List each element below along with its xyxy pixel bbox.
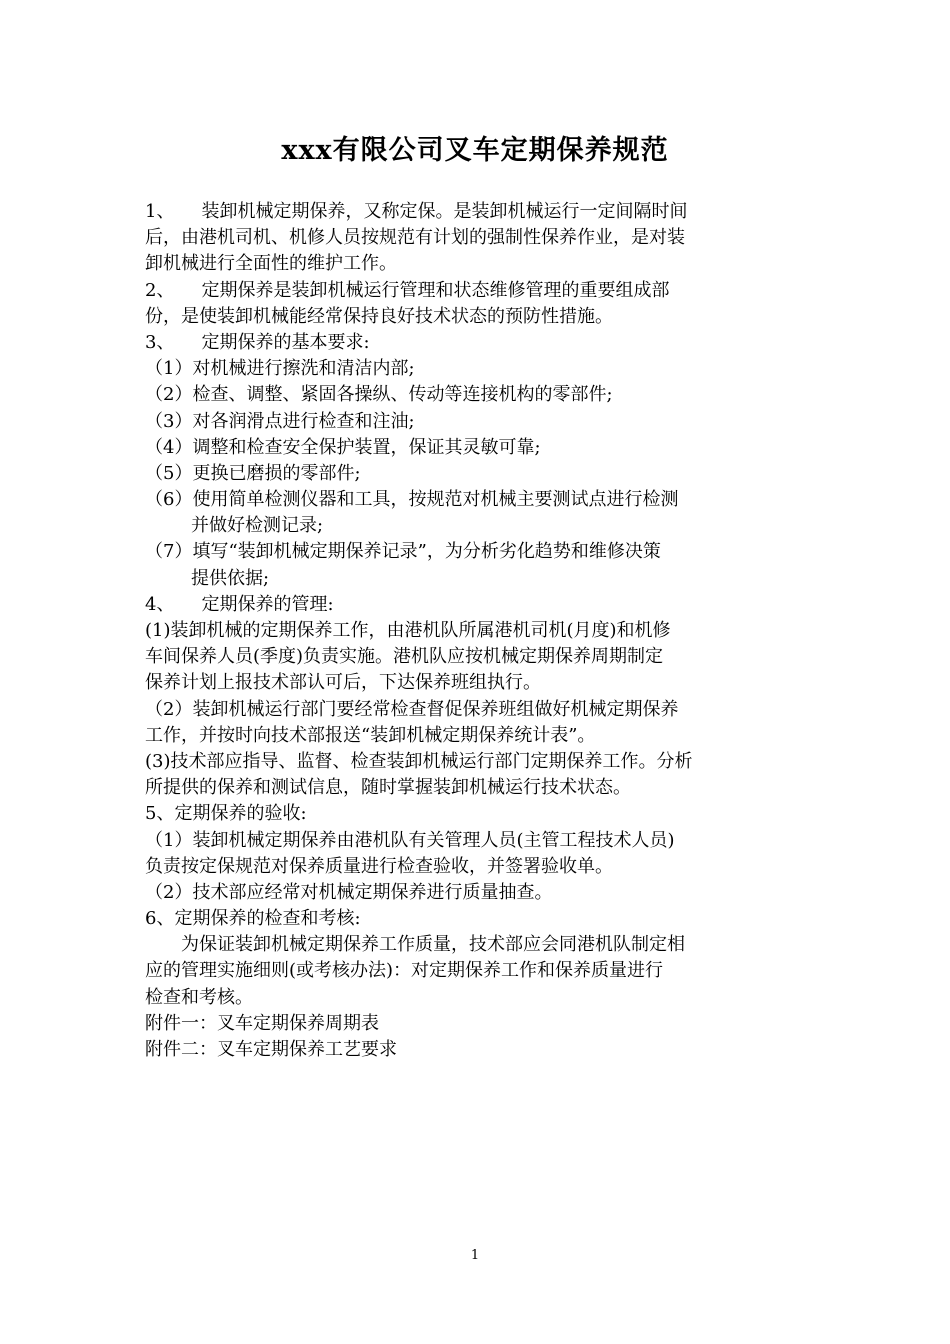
list-item: （1）对机械进行擦洗和清洁内部; [145, 358, 415, 380]
text-line: 份，是使装卸机械能经常保持良好技术状态的预防性措施。 [145, 305, 613, 327]
text-line: 负责按定保规范对保养质量进行检查验收，并签署验收单。 [145, 855, 613, 877]
attachment-line: 附件二：叉车定期保养工艺要求 [145, 1039, 397, 1060]
list-item: （2）检查、调整、紧固各操纵、传动等连接机构的零部件; [145, 384, 613, 406]
text-line: （2）技术部应经常对机械定期保养进行质量抽查。 [145, 881, 553, 903]
text-line: 5、定期保养的验收: [145, 803, 307, 825]
text-line: 保养计划上报技术部认可后，下达保养班组执行。 [145, 672, 541, 694]
attachment-line: 附件一：叉车定期保养周期表 [145, 1012, 379, 1034]
list-item-continuation: 并做好检测记录; [191, 515, 324, 537]
list-item: （6）使用简单检测仪器和工具，按规范对机械主要测试点进行检测 [145, 489, 679, 511]
list-item-continuation: 提供依据; [191, 567, 270, 589]
text-line: 所提供的保养和测试信息，随时掌握装卸机械运行技术状态。 [145, 777, 631, 799]
page-number: 1 [470, 1248, 480, 1263]
text-line: （2）装卸机械运行部门要经常检查督促保养班组做好机械定期保养 [145, 698, 679, 720]
text-line: 车间保养人员(季度)负责实施。港机队应按机械定期保养周期制定 [145, 646, 664, 668]
text-line: 应的管理实施细则(或考核办法)：对定期保养工作和保养质量进行 [145, 960, 664, 982]
list-item: （3）对各润滑点进行检查和注油; [145, 410, 415, 432]
list-item: （5）更换已磨损的零部件; [145, 462, 361, 484]
document-body [145, 199, 807, 1063]
text-line: 2、 定期保养是装卸机械运行管理和状态维修管理的重要组成部 [145, 279, 670, 301]
text-line: 工作，并按时向技术部报送“装卸机械定期保养统计表”。 [145, 724, 596, 746]
text-line: 卸机械进行全面性的维护工作。 [145, 253, 397, 275]
document-title: xxx有限公司叉车定期保养规范 [281, 135, 669, 166]
text-line: 3、 定期保养的基本要求: [145, 331, 370, 353]
text-line: (3)技术部应指导、监督、检查装卸机械运行部门定期保养工作。分析 [145, 750, 693, 772]
text-line: (1)装卸机械的定期保养工作，由港机队所属港机司机(月度)和机修 [145, 620, 671, 641]
text-line: 4、 定期保养的管理: [145, 593, 334, 615]
text-line: 后，由港机司机、机修人员按规范有计划的强制性保养作业，是对装 [145, 227, 685, 249]
list-item: （4）调整和检查安全保护装置，保证其灵敏可靠; [145, 436, 541, 458]
text-line: 检查和考核。 [145, 986, 253, 1008]
text-line: 1、 装卸机械定期保养，又称定保。是装卸机械运行一定间隔时间 [145, 201, 688, 222]
text-line: 为保证装卸机械定期保养工作质量，技术部应会同港机队制定相 [145, 934, 685, 956]
text-line: （1）装卸机械定期保养由港机队有关管理人员(主管工程技术人员) [145, 829, 675, 851]
text-line: 6、定期保养的检查和考核: [145, 908, 361, 930]
list-item: （7）填写“装卸机械定期保养记录”，为分析劣化趋势和维修决策 [145, 541, 661, 563]
